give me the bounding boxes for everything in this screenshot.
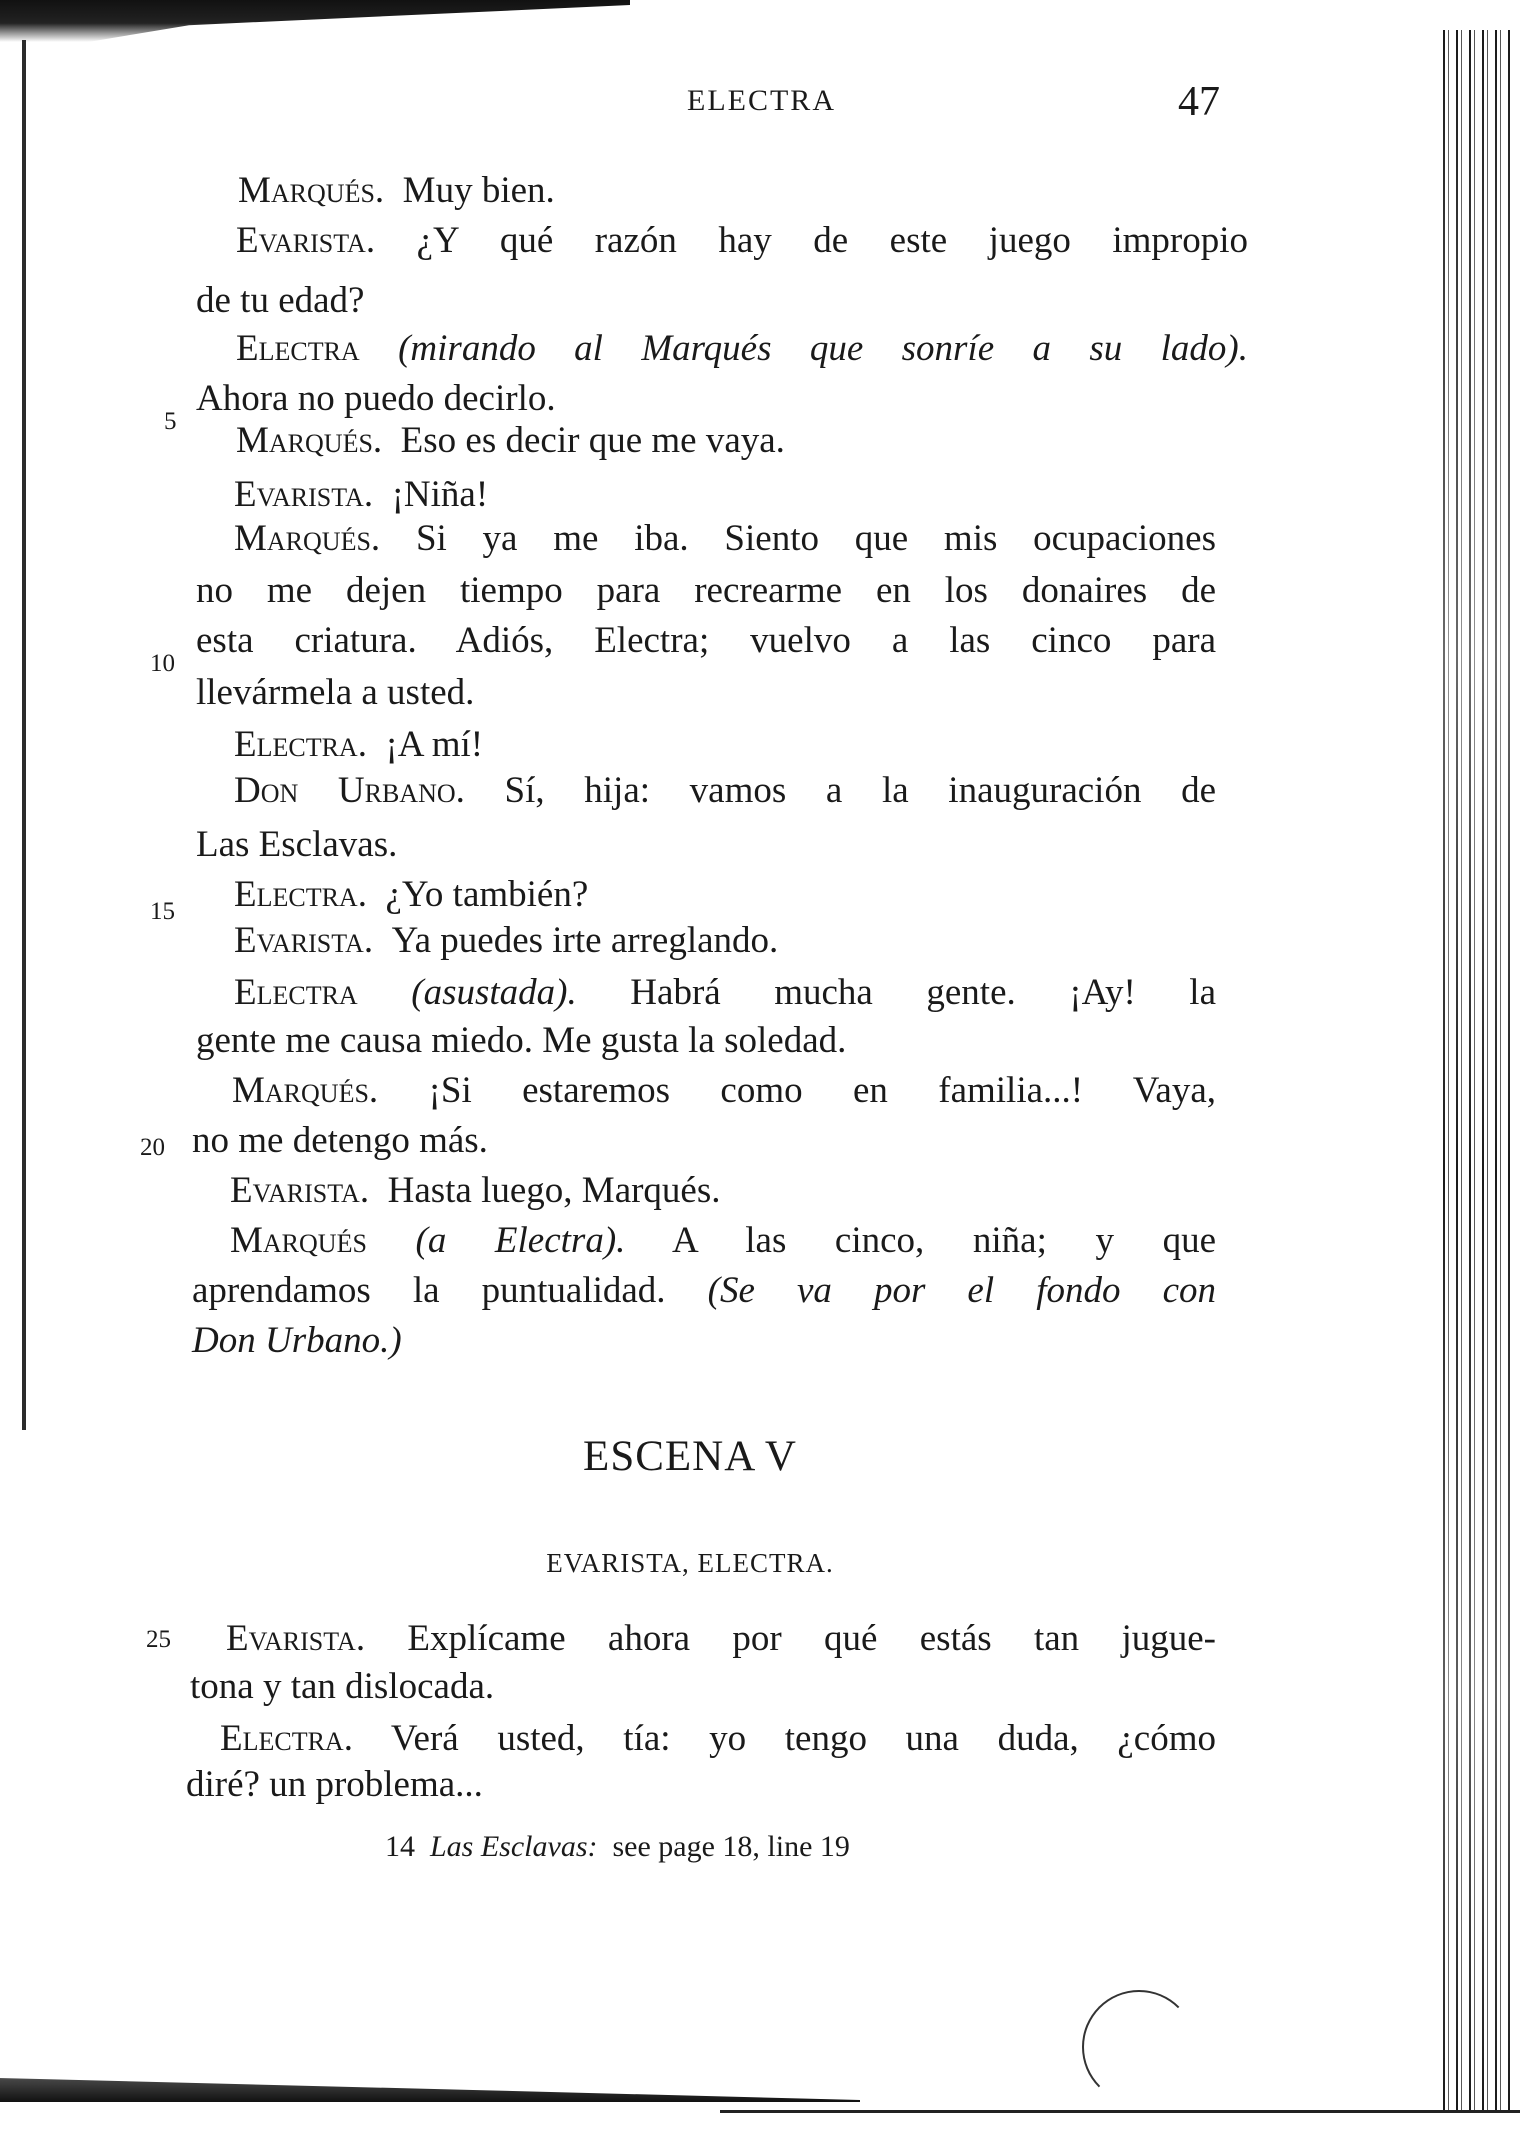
speaker-name: Marqués. xyxy=(238,170,385,211)
line-text: Sí, hija: vamos a la inauguración de xyxy=(504,770,1216,811)
text-line xyxy=(238,172,555,209)
text-line xyxy=(192,1272,1216,1309)
line-text: Ya puedes irte arreglando. xyxy=(391,920,779,961)
text-line xyxy=(230,1172,721,1209)
text-line xyxy=(234,726,483,763)
text-line xyxy=(234,772,1216,809)
line-text: A las cinco, niña; y que xyxy=(671,1220,1216,1261)
text-line xyxy=(234,876,588,913)
speaker-name: Marqués. xyxy=(232,1070,379,1111)
text-line xyxy=(192,1122,488,1159)
scene-title: ESCENA V xyxy=(583,1433,797,1480)
line-text: Habrá mucha gente. ¡Ay! la xyxy=(630,972,1217,1013)
line-number: 15 xyxy=(150,898,175,925)
line-text: Hasta luego, Marqués. xyxy=(387,1170,721,1211)
text-line xyxy=(196,674,474,711)
page-number: 47 xyxy=(1178,79,1220,125)
scan-shadow-top xyxy=(0,0,630,42)
line-text: diré? un problema... xyxy=(186,1764,483,1805)
speaker-name: Evarista. xyxy=(226,1618,366,1659)
speaker-name: Evarista. xyxy=(236,220,376,261)
text-line xyxy=(196,826,397,863)
line-text: ¡Si estaremos como en familia...! Vaya, xyxy=(428,1070,1217,1111)
text-line xyxy=(234,974,1216,1011)
text-line xyxy=(220,1720,1216,1757)
line-text: aprendamos la puntualidad. xyxy=(192,1270,666,1311)
speaker-name: Electra xyxy=(234,972,358,1013)
line-number: 20 xyxy=(140,1134,165,1161)
line-text: no me detengo más. xyxy=(192,1120,488,1161)
circle-stamp-mark xyxy=(1082,1990,1196,2104)
stage-direction: (mirando al Marqués que sonríe a su lado). xyxy=(398,328,1249,369)
scan-shadow-bottom xyxy=(0,2062,860,2102)
text-line xyxy=(236,222,1248,259)
text-line xyxy=(186,1766,483,1803)
line-number: 25 xyxy=(146,1626,171,1653)
footnote-term: Las Esclavas: xyxy=(430,1830,598,1863)
text-line xyxy=(196,622,1216,659)
footnote-text: see page 18, line 19 xyxy=(612,1830,850,1863)
stage-direction: (Se va por el fondo con xyxy=(707,1270,1216,1311)
text-line xyxy=(234,476,488,513)
line-text: ¡Niña! xyxy=(391,474,489,515)
scan-edge-bottom xyxy=(720,2110,1520,2113)
speaker-name: Evarista. xyxy=(234,474,374,515)
text-line xyxy=(196,380,556,417)
text-line xyxy=(196,282,364,319)
text-line xyxy=(226,1620,1216,1657)
scan-edge-left xyxy=(22,40,26,1430)
stage-direction: (a Electra). xyxy=(415,1220,626,1261)
text-line xyxy=(234,922,778,959)
speaker-name: Electra xyxy=(236,328,360,369)
text-line xyxy=(236,422,785,459)
line-text: llevármela a usted. xyxy=(196,672,475,713)
footnote xyxy=(385,1830,850,1864)
speaker-name: Evarista. xyxy=(230,1170,370,1211)
line-text: Ahora no puedo decirlo. xyxy=(196,378,556,419)
line-text: Eso es decir que me vaya. xyxy=(400,420,785,461)
running-title: ELECTRA xyxy=(687,84,836,117)
line-text: ¿Yo también? xyxy=(385,874,589,915)
line-text: Si ya me iba. Siento que mis ocupaciones xyxy=(415,518,1216,559)
line-text: Verá usted, tía: yo tengo una duda, ¿cómo xyxy=(390,1718,1216,1759)
speaker-name: Marqués xyxy=(230,1220,367,1261)
binding-fade xyxy=(1440,30,1510,2110)
line-number: 5 xyxy=(164,408,177,435)
speaker-name: Electra. xyxy=(234,874,367,915)
line-text: no me dejen tiempo para recrearme en los donaires de xyxy=(196,570,1216,611)
stage-direction: (asustada). xyxy=(411,972,577,1013)
line-text: Explícame ahora por qué estás tan jugue- xyxy=(407,1618,1217,1659)
speaker-name: Electra. xyxy=(220,1718,353,1759)
scene-cast: EVARISTA, ELECTRA. xyxy=(546,1548,834,1578)
line-number: 10 xyxy=(150,650,175,677)
stage-direction: Don Urbano.) xyxy=(192,1320,402,1361)
speaker-name: Don Urbano. xyxy=(234,770,465,811)
line-text: Las Esclavas. xyxy=(196,824,398,865)
text-line xyxy=(190,1668,494,1705)
text-line xyxy=(236,330,1248,367)
line-text: ¿Y qué razón hay de este juego impropio xyxy=(416,220,1249,261)
line-text: tona y tan dislocada. xyxy=(190,1666,495,1707)
line-text: Muy bien. xyxy=(402,170,555,211)
line-text: esta criatura. Adiós, Electra; vuelvo a las cinco para xyxy=(196,620,1216,661)
speaker-name: Electra. xyxy=(234,724,367,765)
footnote-number: 14 xyxy=(385,1830,415,1863)
speaker-name: Marqués. xyxy=(236,420,383,461)
line-text: gente me causa miedo. Me gusta la soledad. xyxy=(196,1020,847,1061)
line-text: de tu edad? xyxy=(196,280,365,321)
text-line xyxy=(192,1322,402,1359)
speaker-name: Evarista. xyxy=(234,920,374,961)
text-line xyxy=(196,572,1216,609)
speaker-name: Marqués. xyxy=(234,518,381,559)
text-line xyxy=(196,1022,846,1059)
text-line xyxy=(232,1072,1216,1109)
line-text: ¡A mí! xyxy=(385,724,484,765)
text-line xyxy=(230,1222,1216,1259)
text-line xyxy=(234,520,1216,557)
